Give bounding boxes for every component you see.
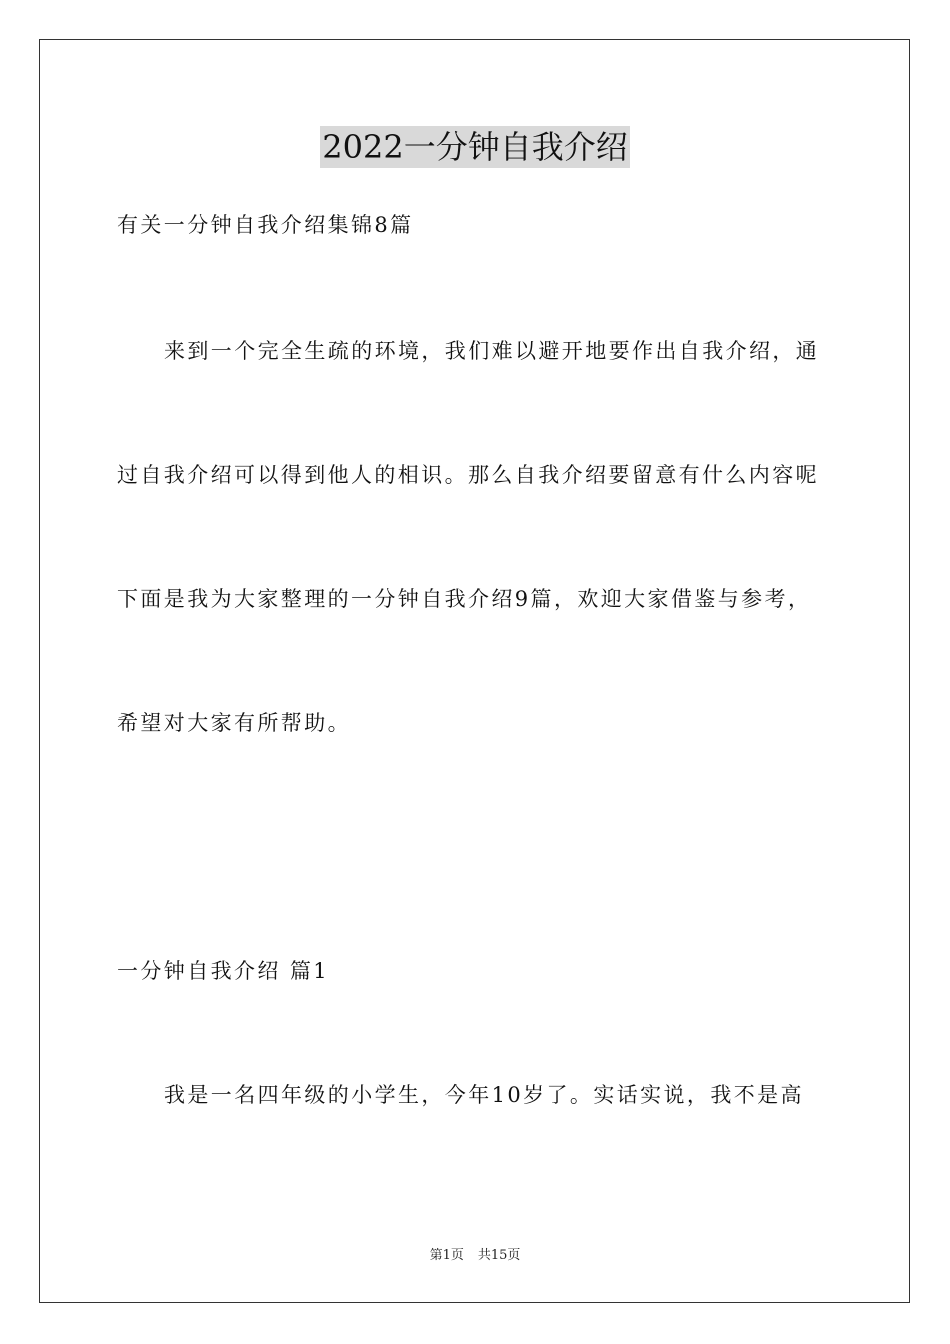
title-container xyxy=(0,126,950,168)
paragraph-line: 下面是我为大家整理的一分钟自我介绍9篇，欢迎大家借鉴与参考， xyxy=(117,587,812,611)
paragraph-line: 过自我介绍可以得到他人的相识。那么自我介绍要留意有什么内容呢 xyxy=(117,463,819,487)
paragraph-line: 我是一名四年级的小学生，今年10岁了。实话实说，我不是高 xyxy=(164,1083,804,1107)
paragraph-line: 希望对大家有所帮助。 xyxy=(117,711,351,735)
document-subtitle: 有关一分钟自我介绍集锦8篇 xyxy=(117,213,414,237)
paragraph-line: 来到一个完全生疏的环境，我们难以避开地要作出自我介绍，通 xyxy=(164,339,820,363)
section-heading: 一分钟自我介绍 篇1 xyxy=(117,959,330,983)
page-footer xyxy=(0,1247,950,1265)
page-total: 共15页 xyxy=(477,1248,521,1263)
document-title: 2022一分钟自我介绍 xyxy=(322,128,628,166)
page-number: 第1页 xyxy=(429,1248,464,1263)
